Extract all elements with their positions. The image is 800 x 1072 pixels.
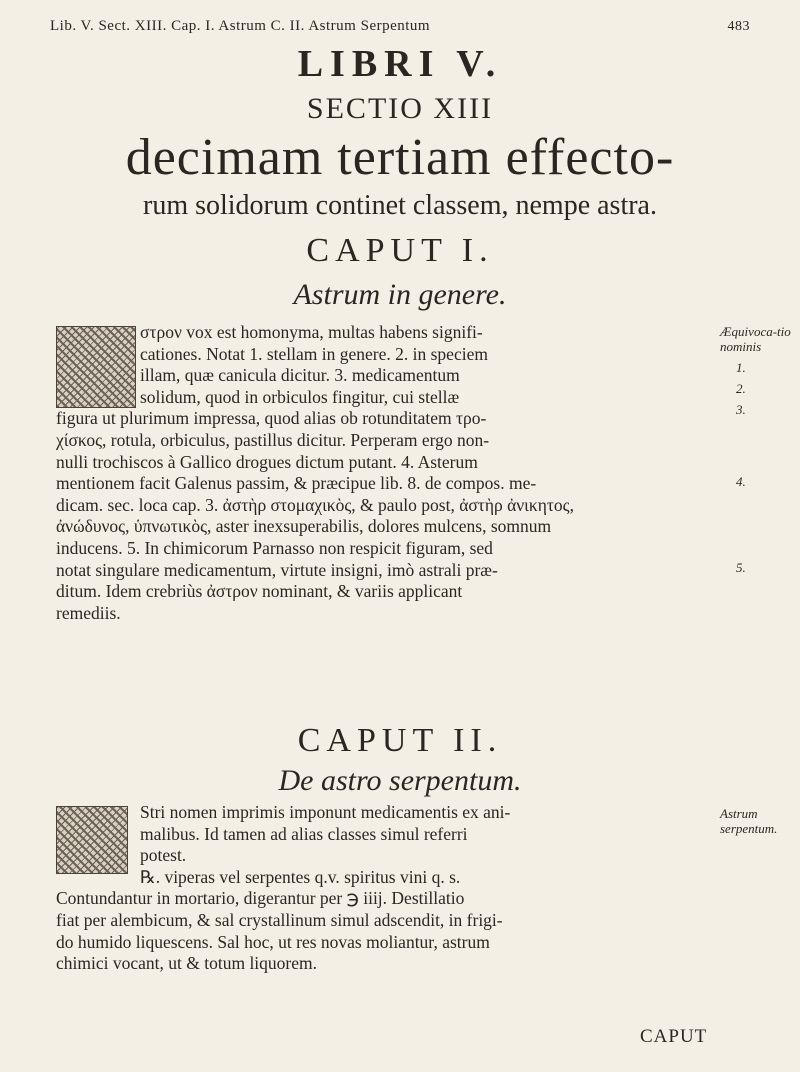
catchword: CAPUT	[640, 1026, 708, 1047]
chapter-1-text	[56, 322, 714, 624]
text-line: χίσκος, rotula, orbiculus, pastillus dicitur. Perperam ergo non-	[56, 429, 490, 450]
text-line: figura ut plurimum impressa, quod alias ob rotunditatem τρο-	[56, 408, 487, 429]
text-line: potest.	[140, 845, 187, 866]
running-head-text: Lib. V. Sect. XIII. Cap. I. Astrum C. II. Astrum Serpentum	[50, 18, 431, 34]
book-title: LIBRI V.	[297, 43, 503, 85]
text-line: notat singulare medicamentum, virtute insigni, imò astrali præ-	[56, 559, 498, 580]
margin-number: 4.	[736, 474, 746, 489]
text-line: malibus. Id tamen ad alias classes simul referri	[140, 823, 468, 844]
chapter-1-label: CAPUT I.	[306, 232, 494, 269]
margin-note-2: Astrum serpentum.	[720, 806, 778, 836]
text-line: remediis.	[56, 602, 121, 623]
text-line: mentionem facit Galenus passim, & præcipue lib. 8. de compos. me-	[56, 473, 537, 494]
running-head	[50, 18, 750, 35]
text-line: στρον vox est homonyma, multas habens signifi-	[140, 322, 483, 342]
chapter-1-title: Astrum in genere.	[293, 278, 507, 311]
margin-note-1: Æquivoca-tio nominis	[720, 324, 791, 354]
text-line: ditum. Idem crebriùs ἀστρον nominant, & variis applicant	[56, 581, 463, 602]
text-line: solidum, quod in orbiculos fingitur, cui stellæ	[140, 386, 460, 407]
chapter-2-title: De astro serpentum.	[278, 764, 522, 797]
chapter-2-text	[56, 802, 714, 975]
page-number: 483	[727, 19, 750, 34]
chapter-2-label: CAPUT II.	[297, 722, 503, 759]
section-title: SECTIO XIII	[306, 92, 494, 125]
section-intro-line-2: rum solidorum continet classem, nempe astra.	[143, 190, 657, 221]
text-line: chimici vocant, ut & totum liquorem.	[56, 953, 317, 974]
recipe-line: ℞. viperas vel serpentes q.v. spiritus vini q. s.	[140, 866, 461, 887]
text-line: do humido liquescens. Sal hoc, ut res novas moliantur, astrum	[56, 931, 490, 952]
text-line: Stri nomen imprimis imponunt medicamentis ex ani-	[140, 802, 511, 822]
margin-number: 5.	[736, 560, 746, 575]
text-line: nulli trochiscos à Gallico drogues dictum putant. 4. Asterum	[56, 451, 478, 472]
text-line: illam, quæ canicula dicitur. 3. medicamentum	[140, 365, 460, 386]
text-line: Contundantur in mortario, digerantur per ℈ iiij. Destillatio	[56, 888, 465, 909]
margin-number: 1.	[736, 360, 746, 375]
text-line: ἀνώδυνος, ὑπνωτικὸς, aster inexsuperabilis, dolores mulcens, somnum	[56, 516, 552, 537]
text-line: cationes. Notat 1. stellam in genere. 2. in speciem	[140, 343, 488, 364]
section-intro-line-1: decimam tertiam effecto-	[125, 129, 675, 186]
text-line: inducens. 5. In chimicorum Parnasso non respicit figuram, sed	[56, 537, 493, 558]
margin-number: 2.	[736, 381, 746, 396]
margin-number: 3.	[736, 402, 746, 417]
text-line: dicam. sec. loca cap. 3. ἀστὴρ στομαχικὸς, & paulo post, ἀστὴρ ἀνικητος,	[56, 494, 574, 515]
text-line: fiat per alembicum, & sal crystallinum simul adscendit, in frigi-	[56, 909, 503, 930]
